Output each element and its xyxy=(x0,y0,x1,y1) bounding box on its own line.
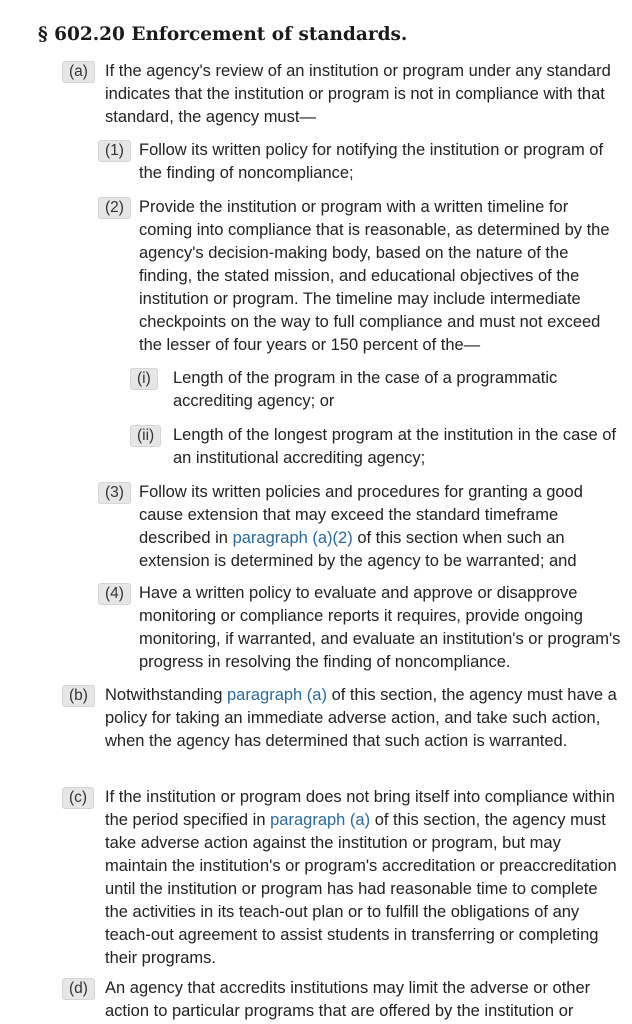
paragraph-text: Provide the institution or program with a written timeline for coming into compliance that is reasonable, as determined by the agency's decision-making body, based on the nature of the finding, the stated mission, and educational objectives of the institution or program. The timeline may include intermediate checkpoints on the way to full compliance and must not exceed the lesser of four years or 150 percent of the— xyxy=(139,198,610,354)
paragraph-a-4 xyxy=(105,582,622,674)
paragraph-a-link[interactable]: paragraph (a) xyxy=(227,686,327,704)
paragraph-text-after: of this section when such an extension is determined by the agency to be warranted; and xyxy=(139,529,577,570)
paragraph-c xyxy=(69,786,622,970)
paragraph-text-after: of this section, the agency must have a policy for taking an immediate adverse action, and take such action, when the agency has determined that such action is warranted. xyxy=(105,686,617,750)
paragraph-a-2-ii xyxy=(137,424,622,470)
paragraph-a-link[interactable]: paragraph (a) xyxy=(270,811,371,829)
paragraph-marker: (3) xyxy=(98,482,131,504)
paragraph-a-2 xyxy=(105,196,622,357)
paragraph-marker: (1) xyxy=(98,140,131,162)
paragraph-marker: (2) xyxy=(98,197,131,219)
paragraph-marker: (a) xyxy=(62,61,95,83)
section-title: § 602.20 Enforcement of standards. xyxy=(38,24,408,45)
paragraph-text xyxy=(139,481,622,573)
paragraph-marker: (i) xyxy=(130,368,158,390)
paragraph-marker: (ii) xyxy=(130,425,161,447)
paragraph-text-after: of this section, the agency must take adverse action against the institution or program, but may maintain the institution's or program's accreditation or preaccreditation until the institution or program has had reasonable time to complete the activities in its teach-out plan or to fulfill the obligations of any teach-out agreement to assist students in transferring or completing their programs. xyxy=(105,811,617,967)
paragraph-text: Length of the program in the case of a programmatic accrediting agency; or xyxy=(173,369,558,410)
paragraph-marker: (c) xyxy=(62,787,94,809)
paragraph-marker: (b) xyxy=(62,685,95,707)
paragraph-a-2-i xyxy=(137,367,622,413)
paragraph-b xyxy=(69,684,622,753)
paragraph-text-before: Follow its written policies and procedures for granting a good cause extension that may exceed the standard timeframe described in xyxy=(139,483,583,547)
paragraph-a xyxy=(69,60,622,129)
paragraph-text xyxy=(105,786,622,970)
paragraph-a-2-link[interactable]: paragraph (a)(2) xyxy=(232,529,353,547)
paragraph-text: Follow its written policy for notifying the institution or program of the finding of noncompliance; xyxy=(139,141,604,182)
paragraph-text-before: If the institution or program does not bring itself into compliance within the period specified in xyxy=(105,788,615,829)
paragraph-text: Have a written policy to evaluate and approve or disapprove monitoring or compliance reports it requires, provide ongoing monitoring, if warranted, and evaluate an institution's or program's progress in resolving the finding of noncompliance. xyxy=(139,584,621,671)
paragraph-marker: (4) xyxy=(98,583,131,605)
paragraph-text: If the agency's review of an institution or program under any standard indicates that the institution or program is not in compliance with that standard, the agency must— xyxy=(105,62,611,126)
paragraph-text xyxy=(105,684,622,753)
paragraph-a-3 xyxy=(105,481,622,573)
paragraph-marker: (d) xyxy=(62,978,95,1000)
paragraph-text-before: Notwithstanding xyxy=(105,686,223,704)
paragraph-text: An agency that accredits institutions may limit the adverse or other action to particular programs that are offered by the institution or xyxy=(105,979,591,1020)
paragraph-d xyxy=(69,977,622,1023)
paragraph-text: Length of the longest program at the institution in the case of an institutional accrediting agency; xyxy=(173,426,617,467)
paragraph-a-1 xyxy=(105,139,622,185)
